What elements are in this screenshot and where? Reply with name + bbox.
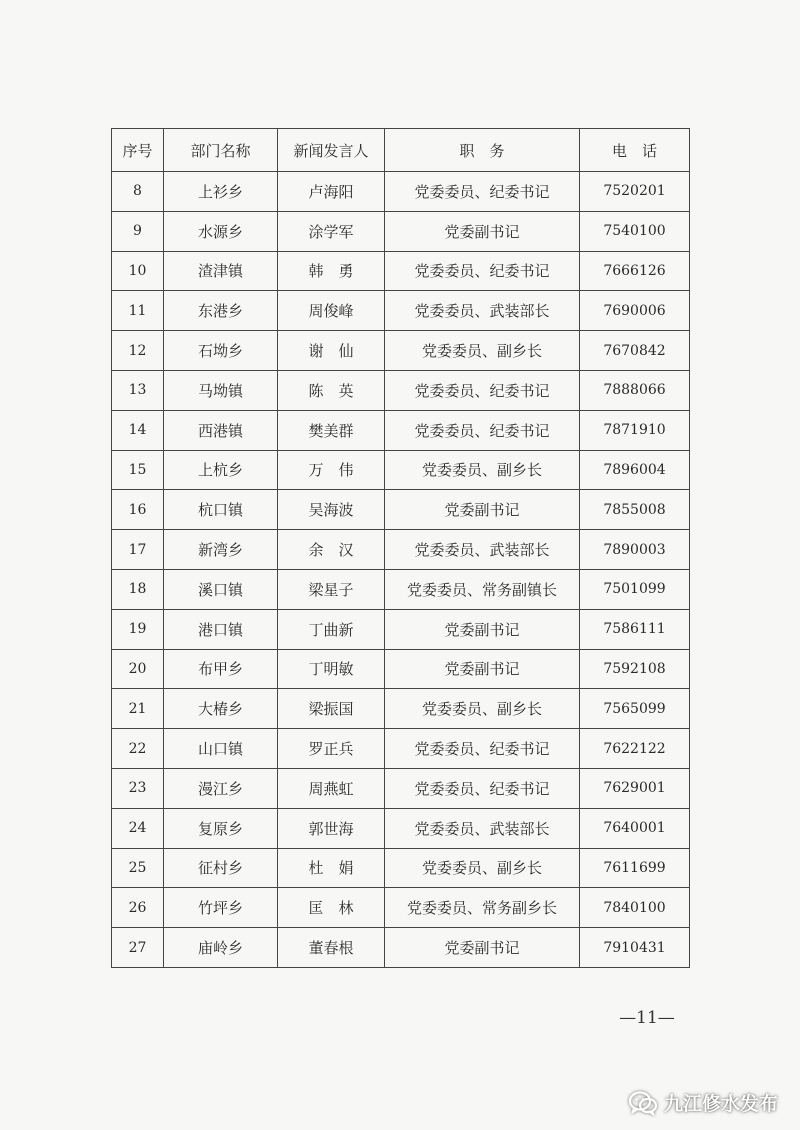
table-row: [112, 410, 690, 450]
cell-phone: 7520201: [580, 172, 690, 212]
table-body: [112, 172, 690, 968]
cell-department: 庙岭乡: [164, 928, 278, 968]
cell-phone: 7540100: [580, 211, 690, 251]
cell-spokesperson: 丁曲新: [278, 609, 385, 649]
cell-position: 党委委员、武装部长: [385, 291, 580, 331]
cell-department: 布甲乡: [164, 649, 278, 689]
cell-spokesperson: 谢 仙: [278, 331, 385, 371]
cell-phone: 7840100: [580, 888, 690, 928]
table-row: [112, 928, 690, 968]
cell-position: 党委副书记: [385, 928, 580, 968]
cell-phone: 7640001: [580, 808, 690, 848]
wechat-icon: [628, 1090, 658, 1116]
table-row: [112, 609, 690, 649]
cell-position: 党委委员、纪委书记: [385, 410, 580, 450]
cell-position: 党委委员、副乡长: [385, 450, 580, 490]
cell-no: 19: [112, 609, 164, 649]
cell-no: 10: [112, 251, 164, 291]
cell-phone: 7871910: [580, 410, 690, 450]
cell-spokesperson: 郭世海: [278, 808, 385, 848]
table-row: [112, 530, 690, 570]
cell-phone: 7910431: [580, 928, 690, 968]
cell-phone: 7592108: [580, 649, 690, 689]
cell-phone: 7855008: [580, 490, 690, 530]
cell-no: 9: [112, 211, 164, 251]
cell-no: 23: [112, 768, 164, 808]
cell-position: 党委副书记: [385, 609, 580, 649]
table-row: [112, 569, 690, 609]
cell-phone: 7896004: [580, 450, 690, 490]
table-row: [112, 689, 690, 729]
cell-no: 22: [112, 729, 164, 769]
cell-spokesperson: 匡 林: [278, 888, 385, 928]
watermark: [628, 1089, 778, 1116]
cell-position: 党委委员、纪委书记: [385, 251, 580, 291]
cell-spokesperson: 丁明敏: [278, 649, 385, 689]
table-row: [112, 848, 690, 888]
cell-department: 征村乡: [164, 848, 278, 888]
cell-position: 党委委员、纪委书记: [385, 768, 580, 808]
cell-position: 党委委员、副乡长: [385, 331, 580, 371]
cell-department: 漫江乡: [164, 768, 278, 808]
cell-department: 马坳镇: [164, 370, 278, 410]
header-department: 部门名称: [164, 129, 278, 172]
watermark-text: 九江修水发布: [663, 1093, 778, 1115]
cell-no: 26: [112, 888, 164, 928]
cell-phone: 7622122: [580, 729, 690, 769]
cell-department: 大椿乡: [164, 689, 278, 729]
cell-phone: 7586111: [580, 609, 690, 649]
table-row: [112, 172, 690, 212]
cell-spokesperson: 梁星子: [278, 569, 385, 609]
cell-spokesperson: 万 伟: [278, 450, 385, 490]
table-row: [112, 450, 690, 490]
header-phone: 电 话: [580, 129, 690, 172]
cell-position: 党委副书记: [385, 211, 580, 251]
cell-no: 20: [112, 649, 164, 689]
cell-spokesperson: 余 汉: [278, 530, 385, 570]
cell-department: 上杭乡: [164, 450, 278, 490]
cell-no: 15: [112, 450, 164, 490]
cell-department: 竹坪乡: [164, 888, 278, 928]
cell-phone: 7501099: [580, 569, 690, 609]
cell-spokesperson: 杜 娟: [278, 848, 385, 888]
cell-department: 西港镇: [164, 410, 278, 450]
cell-phone: 7690006: [580, 291, 690, 331]
table-row: [112, 768, 690, 808]
cell-department: 上衫乡: [164, 172, 278, 212]
table-row: [112, 808, 690, 848]
table-header-row: [112, 129, 690, 172]
cell-position: 党委副书记: [385, 649, 580, 689]
cell-department: 东港乡: [164, 291, 278, 331]
cell-position: 党委委员、常务副镇长: [385, 569, 580, 609]
cell-spokesperson: 陈 英: [278, 370, 385, 410]
table-row: [112, 490, 690, 530]
cell-department: 港口镇: [164, 609, 278, 649]
cell-position: 党委委员、副乡长: [385, 848, 580, 888]
cell-department: 渣津镇: [164, 251, 278, 291]
cell-no: 11: [112, 291, 164, 331]
page-number: —11—: [619, 1008, 675, 1028]
cell-no: 12: [112, 331, 164, 371]
cell-no: 24: [112, 808, 164, 848]
cell-no: 18: [112, 569, 164, 609]
cell-no: 14: [112, 410, 164, 450]
cell-spokesperson: 周俊峰: [278, 291, 385, 331]
cell-spokesperson: 周燕虹: [278, 768, 385, 808]
table-row: [112, 888, 690, 928]
cell-department: 复原乡: [164, 808, 278, 848]
table-row: [112, 729, 690, 769]
spokesperson-table: [111, 128, 690, 968]
header-spokesperson: 新闻发言人: [278, 129, 385, 172]
cell-phone: 7670842: [580, 331, 690, 371]
cell-position: 党委委员、常务副乡长: [385, 888, 580, 928]
cell-no: 8: [112, 172, 164, 212]
table-row: [112, 251, 690, 291]
table-row: [112, 331, 690, 371]
cell-position: 党委委员、武装部长: [385, 808, 580, 848]
cell-no: 16: [112, 490, 164, 530]
cell-department: 新湾乡: [164, 530, 278, 570]
cell-spokesperson: 韩 勇: [278, 251, 385, 291]
table-row: [112, 291, 690, 331]
cell-position: 党委委员、武装部长: [385, 530, 580, 570]
cell-phone: 7611699: [580, 848, 690, 888]
cell-department: 石坳乡: [164, 331, 278, 371]
cell-department: 山口镇: [164, 729, 278, 769]
cell-department: 溪口镇: [164, 569, 278, 609]
cell-phone: 7565099: [580, 689, 690, 729]
table-row: [112, 649, 690, 689]
cell-spokesperson: 卢海阳: [278, 172, 385, 212]
cell-no: 21: [112, 689, 164, 729]
cell-department: 杭口镇: [164, 490, 278, 530]
cell-no: 13: [112, 370, 164, 410]
cell-position: 党委副书记: [385, 490, 580, 530]
cell-position: 党委委员、纪委书记: [385, 729, 580, 769]
cell-position: 党委委员、纪委书记: [385, 370, 580, 410]
cell-no: 17: [112, 530, 164, 570]
cell-spokesperson: 樊美群: [278, 410, 385, 450]
table-row: [112, 211, 690, 251]
cell-spokesperson: 涂学军: [278, 211, 385, 251]
cell-phone: 7629001: [580, 768, 690, 808]
table-row: [112, 370, 690, 410]
cell-spokesperson: 梁振国: [278, 689, 385, 729]
cell-phone: 7666126: [580, 251, 690, 291]
cell-phone: 7888066: [580, 370, 690, 410]
cell-spokesperson: 董春根: [278, 928, 385, 968]
cell-no: 25: [112, 848, 164, 888]
header-position: 职 务: [385, 129, 580, 172]
cell-position: 党委委员、副乡长: [385, 689, 580, 729]
cell-no: 27: [112, 928, 164, 968]
cell-phone: 7890003: [580, 530, 690, 570]
cell-department: 水源乡: [164, 211, 278, 251]
cell-spokesperson: 吴海波: [278, 490, 385, 530]
header-no: 序号: [112, 129, 164, 172]
cell-position: 党委委员、纪委书记: [385, 172, 580, 212]
cell-spokesperson: 罗正兵: [278, 729, 385, 769]
